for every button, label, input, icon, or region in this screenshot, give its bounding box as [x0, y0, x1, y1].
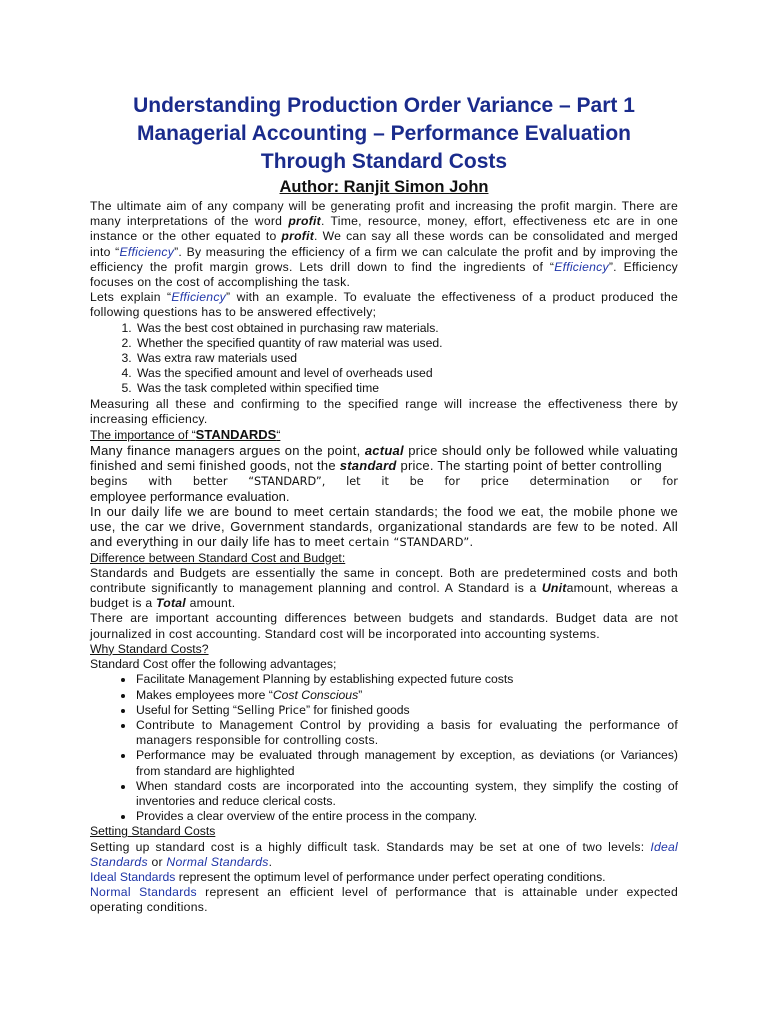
- wide-word: let: [346, 474, 361, 488]
- journal-paragraph: There are important accounting differences between budgets and standards. Budget data are not journalized in cost accounting. Standard cost will be incorporated into accounting systems.: [90, 611, 678, 641]
- wide-word: or: [630, 474, 642, 488]
- ideal-definition: [90, 870, 678, 885]
- list-item: • Performance may be evaluated through management by exception, as deviations (or Variances) from standard are highlighted: [135, 748, 678, 778]
- profit-emphasis-2: profit: [281, 229, 315, 244]
- setting-paragraph: [90, 840, 678, 870]
- standards-term: STANDARDS: [195, 427, 277, 443]
- explain-text-1: Lets explain “: [90, 290, 172, 305]
- offer-line: Standard Cost offer the following advantages;: [90, 657, 337, 672]
- selling-price-term: Selling Price: [236, 703, 306, 717]
- ideal-definition-text: represent the optimum level of performance under perfect operating conditions.: [175, 869, 606, 884]
- list-item: 1. Was the best cost obtained in purchasing raw materials.: [135, 321, 678, 336]
- managers-paragraph: [90, 443, 678, 473]
- importance-text-1: The importance of “: [90, 428, 196, 443]
- measuring-paragraph: Measuring all these and confirming to the specified range will increase the effectiveness there by increasing efficiency.: [90, 396, 678, 426]
- setting-text-1: Setting up standard cost is a highly difficult task. Standards may be set at one of two levels:: [90, 839, 651, 854]
- list-item: • When standard costs are incorporated into the accounting system, they simplify the costing of inventories and reduce clerical costs.: [135, 779, 678, 809]
- wide-word: better: [192, 474, 228, 488]
- importance-text-2: “: [276, 428, 281, 443]
- intro-paragraph: [90, 199, 678, 290]
- diff-text-3: amount.: [185, 596, 236, 611]
- intro-text-3: . We can say all these words can be consolidated and merged into “: [90, 229, 678, 259]
- intro-text-2: . Time, resource, money, effort, effectiveness etc are in one instance or the other equated to: [90, 214, 678, 244]
- why-heading: Why Standard Costs?: [90, 641, 209, 656]
- cost-conscious-term: Cost Conscious: [272, 687, 359, 702]
- normal-definition-text: represent an efficient level of performance that is attainable under expected operating conditions.: [90, 885, 678, 915]
- list-item: 4. Was the specified amount and level of overheads used: [135, 366, 678, 381]
- list-item: [135, 688, 678, 703]
- actual-emphasis: actual: [364, 443, 404, 459]
- setting-heading: Setting Standard Costs: [90, 824, 216, 839]
- wide-word: for: [444, 474, 460, 488]
- wide-word: determination: [529, 474, 610, 488]
- managers-text-1: Many finance managers argues on the point,: [90, 443, 365, 459]
- setting-text-2: or: [147, 854, 167, 869]
- adv3-text-1: Useful for Setting “: [136, 702, 237, 717]
- normal-standards-term: Normal Standards: [166, 854, 269, 869]
- managers-wide-line: [90, 474, 678, 489]
- unit-emphasis: Unit: [541, 581, 567, 596]
- questions-list: [90, 321, 678, 397]
- difference-heading: Difference between Standard Cost and Budget:: [90, 550, 346, 565]
- intro-text-5: ”. Efficiency focuses on the cost of accomplishing the task.: [90, 259, 679, 290]
- normal-standards-label: Normal Standards: [90, 885, 197, 900]
- managers-text-3: price. The starting point of better controlling: [396, 458, 663, 474]
- adv3-text-2: ” for finished goods: [305, 702, 410, 717]
- standard-emphasis: standard: [339, 458, 397, 474]
- profit-emphasis-1: profit: [288, 214, 321, 229]
- intro-text-1: The ultimate aim of any company will be generating profit and increasing the profit margin. There are many interpretations of the word: [90, 199, 678, 229]
- wide-word: it: [381, 474, 389, 488]
- list-item: • Facilitate Management Planning by establishing expected future costs: [135, 672, 678, 687]
- author-line: Author: Ranjit Simon John: [279, 178, 489, 196]
- intro-text-4: ”. By measuring the efficiency of a firm we can calculate the profit and by improving the efficiency the profit margin grows. Lets drill down to find the ingredients of “: [90, 244, 678, 274]
- efficiency-term-2: Efficiency: [554, 259, 609, 274]
- ideal-standards-term: Ideal Standards: [90, 839, 678, 869]
- efficiency-term-1: Efficiency: [119, 244, 175, 259]
- explain-text-2: ” with an example. To evaluate the effectiveness of a product produced the following questions has to be answered effectively;: [90, 290, 678, 320]
- wide-word: begins: [90, 474, 128, 488]
- title-line-3: Through Standard Costs: [260, 150, 508, 173]
- adv2-text-1: Makes employees more “: [136, 687, 273, 702]
- wide-word: be: [409, 474, 424, 488]
- ideal-standards-label: Ideal Standards: [90, 869, 176, 884]
- wide-word: for: [662, 474, 678, 488]
- list-item: 3. Was extra raw materials used: [135, 351, 678, 366]
- daily-paragraph: [90, 504, 678, 551]
- difference-paragraph: [90, 566, 678, 612]
- title-line-1: Understanding Production Order Variance – Part 1: [133, 94, 635, 117]
- list-item: 5. Was the task completed within specified time: [135, 381, 678, 396]
- adv2-text-2: ”: [358, 687, 363, 702]
- document-page: [90, 92, 678, 916]
- advantages-list: [90, 672, 678, 824]
- title-line-2: Managerial Accounting – Performance Evaluation: [136, 122, 631, 145]
- importance-heading: [90, 427, 678, 443]
- total-emphasis: Total: [156, 596, 186, 611]
- diff-text-1: Standards and Budgets are essentially the same in concept. Both are predetermined costs and both contribute significantly to management planning and control. A Standard is a: [90, 565, 678, 596]
- list-item: • Contribute to Management Control by providing a basis for evaluating the performance of managers responsible for controlling costs.: [135, 718, 678, 748]
- wide-word: price: [480, 474, 509, 488]
- normal-definition: [90, 885, 678, 915]
- document-title: [90, 92, 678, 176]
- list-item: 2. Whether the specified quantity of raw material was used.: [135, 336, 678, 351]
- setting-text-3: .: [268, 854, 273, 869]
- wide-word: with: [148, 474, 173, 488]
- list-item: • Provides a clear overview of the entire process in the company.: [135, 809, 678, 824]
- managers-last-line: employee performance evaluation.: [90, 488, 290, 504]
- efficiency-term-3: Efficiency: [171, 290, 227, 305]
- daily-standard-term: certain “STANDARD”.: [348, 536, 474, 550]
- wide-word: “STANDARD”,: [248, 474, 326, 488]
- managers-text-2: price should only be followed while valuating finished and semi finished goods, not the: [90, 443, 678, 474]
- diff-text-2: amount, whereas a budget is a: [90, 581, 678, 611]
- list-item: [135, 703, 678, 718]
- daily-text-1: In our daily life we are bound to meet certain standards; the food we eat, the mobile phone we use, the car we drive, Government standards, organizational standards are few to be noted. All and everything in our daily life has to meet: [90, 504, 678, 550]
- explain-paragraph: [90, 290, 678, 320]
